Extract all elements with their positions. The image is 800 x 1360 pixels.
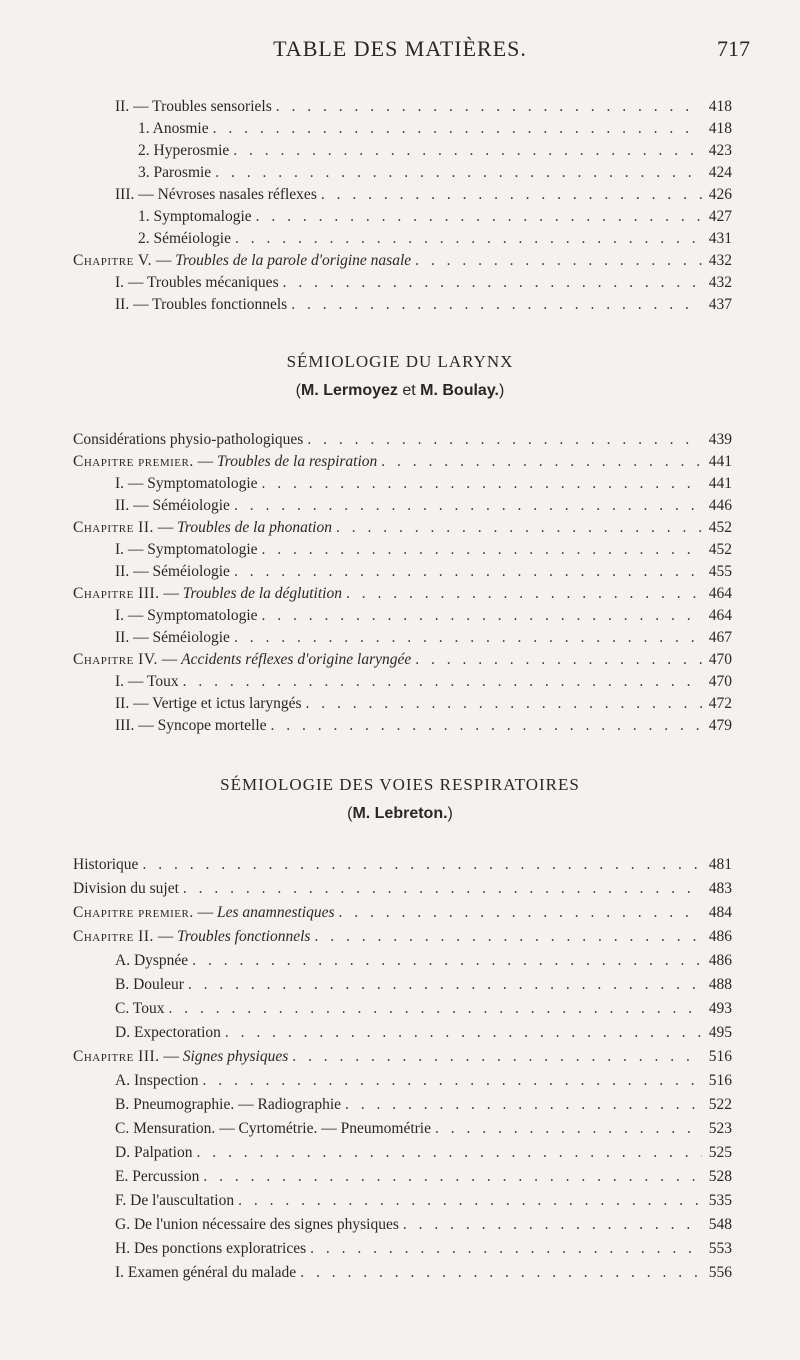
toc-entry[interactable]: III. — Névroses nasales réflexes . . . 426 — [115, 185, 732, 205]
toc-chapter-entry[interactable]: Chapitre premier. — Les anamnestiques . . . 484 — [73, 903, 732, 923]
toc-entry[interactable]: III. — Syncope mortelle . . . 479 — [115, 716, 732, 736]
toc-entry[interactable]: F. De l'auscultation . . . 535 — [115, 1191, 732, 1211]
toc-entry[interactable]: D. Palpation . . . 525 — [115, 1143, 732, 1163]
toc-entry[interactable]: Historique . . . 481 — [73, 855, 732, 875]
chapter-title: Accidents réflexes d'origine laryngée — [181, 651, 412, 668]
toc-entry[interactable]: II. — Troubles sensoriels . . . 418 — [115, 97, 732, 117]
toc-entry[interactable]: II. — Séméiologie . . . 467 — [115, 628, 732, 648]
toc-entry[interactable]: II. — Vertige et ictus laryngés . . . 472 — [115, 694, 732, 714]
toc-entry[interactable]: Considérations physio-pathologiques . . . 439 — [73, 430, 732, 450]
chapter-label: Chapitre II. — [73, 519, 154, 536]
toc-entry[interactable]: I. — Symptomatologie . . . 464 — [115, 606, 732, 626]
chapter-title: Troubles fonctionnels — [177, 928, 311, 945]
section-title: SÉMIOLOGIE DES VOIES RESPIRATOIRES — [220, 775, 580, 794]
page-header — [0, 28, 800, 68]
chapter-label: Chapitre V. — [73, 252, 152, 269]
chapter-title: Troubles de la parole d'origine nasale — [175, 252, 412, 269]
toc-chapter-entry[interactable]: Chapitre III. — Signes physiques . . . 516 — [73, 1047, 732, 1067]
toc-entry[interactable]: I. — Symptomatologie . . . 452 — [115, 540, 732, 560]
toc-entry[interactable]: I. — Symptomatologie . . . 441 — [115, 474, 732, 494]
toc-entry[interactable]: I. Examen général du malade . . . 556 — [115, 1263, 732, 1283]
toc-entry[interactable]: II. — Séméiologie . . . 455 — [115, 562, 732, 582]
chapter-title: Les anamnestiques — [216, 904, 335, 921]
chapter-title: Troubles de la respiration — [216, 453, 378, 470]
chapter-label: Chapitre premier. — [73, 453, 194, 470]
chapter-title: Troubles de la phonation — [177, 519, 332, 536]
toc-entry[interactable]: B. Pneumographie. — Radiographie . . . 522 — [115, 1095, 732, 1115]
toc-entry[interactable]: 2. Séméiologie . . . 431 — [138, 229, 732, 249]
toc-entry[interactable]: C. Toux . . . 493 — [115, 999, 732, 1019]
toc-entry[interactable]: C. Mensuration. — Cyrtométrie. — Pneumométrie . . . 523 — [115, 1119, 732, 1139]
toc-entry[interactable]: 1. Anosmie . . . 418 — [138, 119, 732, 139]
section-title: SÉMIOLOGIE DU LARYNX — [286, 352, 514, 371]
toc-chapter-entry[interactable]: Chapitre II. — Troubles fonctionnels . . . 486 — [73, 927, 732, 947]
chapter-label: Chapitre III. — [73, 585, 160, 602]
toc-entry[interactable]: II. — Troubles fonctionnels . . . 437 — [115, 295, 732, 315]
toc-chapter-entry[interactable]: Chapitre IV. — Accidents réflexes d'origine laryngée . . . 470 — [73, 650, 732, 670]
toc-entry[interactable]: 2. Hyperosmie . . . 423 — [138, 141, 732, 161]
chapter-label: Chapitre IV. — [73, 651, 158, 668]
toc-entry[interactable]: A. Inspection . . . 516 — [115, 1071, 732, 1091]
chapter-title: Signes physiques — [182, 1048, 289, 1065]
toc-chapter-entry[interactable]: Chapitre V. — Troubles de la parole d'origine nasale . . . 432 — [73, 251, 732, 271]
toc-entry[interactable]: D. Expectoration . . . 495 — [115, 1023, 732, 1043]
toc-chapter-entry[interactable]: Chapitre II. — Troubles de la phonation . . . 452 — [73, 518, 732, 538]
chapter-label: Chapitre premier. — [73, 904, 194, 921]
running-title: TABLE DES MATIÈRES. — [273, 36, 527, 61]
toc-entry[interactable]: E. Percussion . . . 528 — [115, 1167, 732, 1187]
toc-entry[interactable]: I. — Troubles mécaniques . . . 432 — [115, 273, 732, 293]
page-number: 717 — [717, 36, 750, 61]
chapter-label: Chapitre III. — [73, 1048, 160, 1065]
chapter-label: Chapitre II. — [73, 928, 154, 945]
section-authors: (M. Lermoyez et M. Boulay.) — [295, 382, 505, 399]
toc-entry[interactable]: G. De l'union nécessaire des signes physiques . . . 548 — [115, 1215, 732, 1235]
toc-chapter-entry[interactable]: Chapitre III. — Troubles de la déglutition . . . 464 — [73, 584, 732, 604]
toc-chapter-entry[interactable]: Chapitre premier. — Troubles de la respiration . . . 441 — [73, 452, 732, 472]
toc-entry[interactable]: I. — Toux . . . 470 — [115, 672, 732, 692]
chapter-title: Troubles de la déglutition — [182, 585, 342, 602]
section-authors: (M. Lebreton.) — [347, 805, 453, 822]
toc-entry[interactable]: B. Douleur . . . 488 — [115, 975, 732, 995]
toc-entry[interactable]: H. Des ponctions exploratrices . . . 553 — [115, 1239, 732, 1259]
toc-entry[interactable]: Division du sujet . . . 483 — [73, 879, 732, 899]
toc-entry[interactable]: 1. Symptomalogie . . . 427 — [138, 207, 732, 227]
toc-entry[interactable]: II. — Séméiologie . . . 446 — [115, 496, 732, 516]
toc-entry[interactable]: A. Dyspnée . . . 486 — [115, 951, 732, 971]
toc-entry[interactable]: 3. Parosmie . . . 424 — [138, 163, 732, 183]
